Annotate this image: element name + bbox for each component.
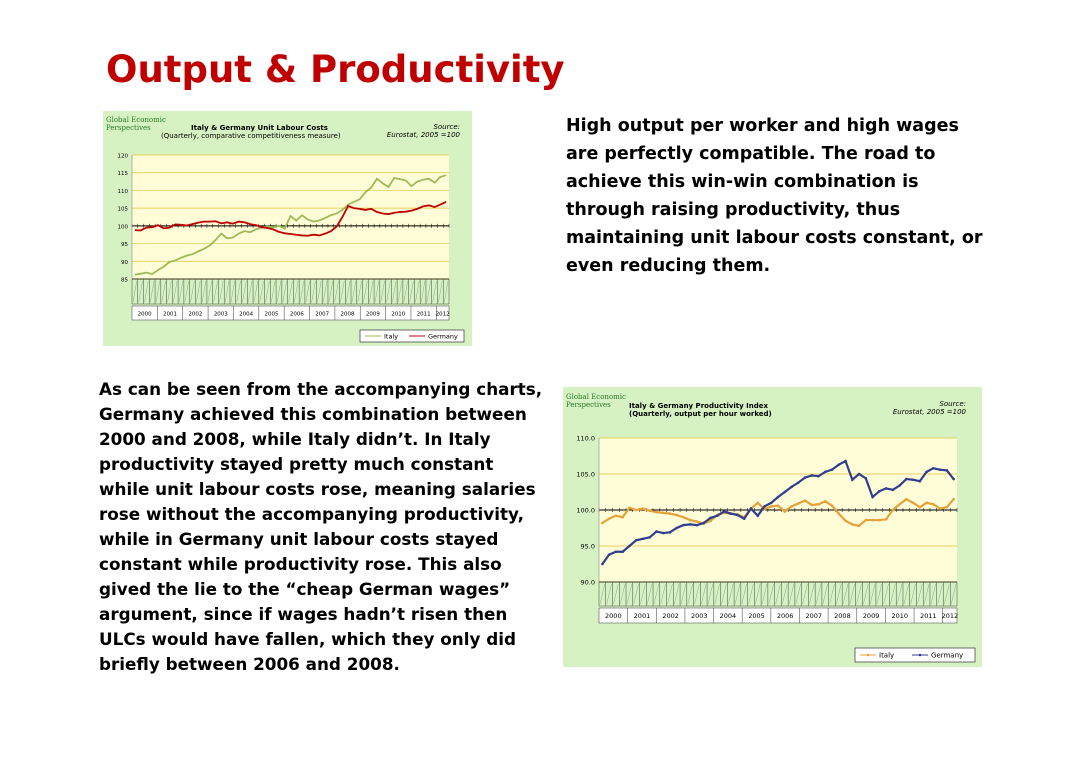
x-quarter-mark (387, 281, 391, 302)
x-quarter-mark (231, 281, 235, 302)
x-quarter-mark (381, 281, 385, 302)
x-tick-label: 2011 (920, 612, 937, 620)
x-quarter-mark (607, 584, 612, 604)
x-quarter-mark (145, 281, 149, 302)
x-quarter-mark (688, 584, 693, 604)
y-tick-label: 100 (117, 224, 128, 231)
x-quarter-mark (701, 584, 706, 604)
x-quarter-mark (369, 281, 373, 302)
x-tick-label: 2001 (163, 311, 178, 318)
x-quarter-mark (392, 281, 396, 302)
data-point-italy (905, 498, 908, 501)
x-tick-label: 2002 (188, 311, 203, 318)
x-quarter-mark (300, 281, 304, 302)
x-quarter-mark (266, 281, 270, 302)
x-quarter-mark (375, 281, 379, 302)
x-quarter-mark (769, 584, 774, 604)
x-quarter-mark (168, 281, 172, 302)
x-quarter-mark (614, 584, 619, 604)
x-quarter-mark (364, 281, 368, 302)
x-tick-label: 2005 (748, 612, 765, 620)
data-point-italy (817, 503, 820, 506)
x-quarter-mark (173, 281, 177, 302)
x-quarter-mark (917, 584, 922, 604)
x-quarter-mark (843, 584, 848, 604)
x-quarter-mark (661, 584, 666, 604)
data-point-germany (682, 524, 685, 527)
data-point-germany (642, 538, 645, 541)
data-point-italy (912, 502, 915, 505)
data-point-italy (628, 507, 631, 510)
x-tick-label: 2004 (239, 311, 254, 318)
x-quarter-mark (911, 584, 916, 604)
x-tick-label: 2002 (662, 612, 679, 620)
x-quarter-mark (317, 281, 321, 302)
x-quarter-mark (219, 281, 223, 302)
x-quarter-mark (150, 281, 154, 302)
x-tick-label: 2003 (213, 311, 228, 318)
chart-source: Source: Eurostat, 2005 =100 (386, 123, 460, 139)
x-quarter-mark (248, 281, 252, 302)
x-quarter-mark (641, 584, 646, 604)
x-quarter-mark (695, 584, 700, 604)
data-point-germany (709, 517, 712, 520)
data-point-italy (675, 514, 678, 517)
data-point-germany (939, 468, 942, 471)
data-point-germany (723, 510, 726, 513)
data-point-italy (642, 507, 645, 510)
data-point-italy (851, 523, 854, 526)
x-tick-label: 2010 (391, 311, 406, 318)
data-point-germany (892, 489, 895, 492)
x-quarter-mark (924, 584, 929, 604)
data-point-italy (797, 502, 800, 505)
data-point-germany (925, 471, 928, 474)
x-tick-label: 2005 (264, 311, 279, 318)
x-quarter-mark (306, 281, 310, 302)
data-point-germany (946, 469, 949, 472)
chart-title: Italy & Germany Unit Labour Costs (Quarterly, comparative competitiveness measure) (161, 124, 341, 140)
data-point-italy (770, 505, 773, 508)
data-point-germany (669, 531, 672, 534)
x-tick-label: 2000 (137, 311, 152, 318)
data-point-germany (655, 530, 658, 533)
chart-brand: Global Economic Perspectives (566, 393, 626, 409)
data-point-germany (756, 514, 759, 517)
x-tick-label: 2008 (834, 612, 851, 620)
x-quarter-mark (410, 281, 414, 302)
x-quarter-mark (277, 281, 281, 302)
data-point-italy (824, 500, 827, 503)
y-tick-label: 100.0 (576, 506, 595, 515)
x-quarter-mark (830, 584, 835, 604)
data-point-italy (756, 502, 759, 505)
data-point-germany (608, 553, 611, 556)
data-point-italy (810, 504, 813, 507)
x-quarter-mark (647, 584, 652, 604)
x-quarter-mark (938, 584, 943, 604)
legend-marker (867, 654, 870, 657)
x-quarter-mark (289, 281, 293, 302)
x-quarter-mark (789, 584, 794, 604)
x-quarter-mark (884, 584, 889, 604)
data-point-italy (655, 511, 658, 514)
data-point-germany (777, 496, 780, 499)
data-point-italy (858, 525, 861, 528)
x-quarter-mark (627, 584, 632, 604)
x-quarter-mark (421, 281, 425, 302)
data-point-germany (783, 491, 786, 494)
data-point-italy (871, 519, 874, 522)
data-point-germany (675, 527, 678, 530)
x-quarter-mark (681, 584, 686, 604)
data-point-italy (601, 522, 604, 525)
explanation-paragraph: As can be seen from the accompanying charts, Germany achieved this combination between 2000 and 2008, while Italy didn’t. In Italy productivity stayed pretty much constant while unit labour costs rose, meaning salaries rose without the accompanying productivity, while in Germany unit labour costs stayed constant while productivity rose. This also gived the lie to the “cheap German wages” argument, since if wages hadn’t risen then ULCs would have fallen, which they only did briefly between 2006 and 2008. (99, 379, 543, 674)
data-point-germany (865, 477, 868, 480)
data-point-italy (952, 498, 955, 501)
y-tick-label: 90.0 (580, 578, 595, 587)
data-point-germany (878, 490, 881, 493)
legend-label-germany: Germany (931, 651, 964, 660)
data-point-germany (905, 478, 908, 481)
data-point-germany (837, 463, 840, 466)
x-quarter-mark (951, 584, 956, 604)
x-quarter-mark (352, 281, 356, 302)
data-point-italy (939, 507, 942, 510)
data-point-germany (716, 514, 719, 517)
data-point-germany (729, 512, 732, 515)
x-quarter-mark (260, 281, 264, 302)
x-quarter-mark (863, 584, 868, 604)
y-tick-label: 120 (117, 153, 128, 160)
x-quarter-mark (728, 584, 733, 604)
data-point-germany (885, 487, 888, 490)
data-point-italy (932, 503, 935, 506)
data-point-germany (932, 467, 935, 470)
data-point-italy (682, 516, 685, 519)
chart-source: Source: Eurostat, 2005 =100 (892, 400, 966, 416)
data-point-germany (615, 550, 618, 553)
x-quarter-mark (185, 281, 189, 302)
x-quarter-mark (404, 281, 408, 302)
legend-label-italy: Italy (384, 332, 399, 341)
data-point-italy (696, 520, 699, 523)
data-point-germany (750, 507, 753, 510)
x-quarter-mark (335, 281, 339, 302)
x-quarter-mark (735, 584, 740, 604)
x-tick-label: 2009 (862, 612, 880, 620)
x-quarter-mark (762, 584, 767, 604)
data-point-germany (858, 473, 861, 476)
x-quarter-mark (890, 584, 895, 604)
x-quarter-mark (749, 584, 754, 604)
data-point-italy (804, 499, 807, 502)
data-point-germany (810, 474, 813, 477)
data-point-germany (831, 468, 834, 471)
x-tick-label: 2007 (805, 612, 823, 620)
x-quarter-mark (600, 584, 605, 604)
data-point-germany (648, 536, 651, 539)
x-quarter-mark (398, 281, 402, 302)
x-quarter-mark (708, 584, 713, 604)
x-quarter-mark (283, 281, 287, 302)
y-tick-label: 110.0 (576, 434, 595, 443)
x-tick-label: 2000 (605, 612, 622, 620)
data-point-italy (892, 509, 895, 512)
x-quarter-mark (225, 281, 229, 302)
y-tick-label: 115 (117, 171, 128, 178)
x-quarter-mark (427, 281, 431, 302)
x-quarter-mark (877, 584, 882, 604)
data-point-germany (696, 524, 699, 527)
data-point-italy (662, 512, 665, 515)
y-tick-label: 105 (117, 206, 128, 213)
x-quarter-mark (243, 281, 247, 302)
x-quarter-mark (191, 281, 195, 302)
data-point-germany (702, 522, 705, 525)
productivity-index-chart (563, 387, 982, 667)
x-quarter-mark (870, 584, 875, 604)
data-point-italy (635, 509, 638, 512)
x-quarter-mark (358, 281, 362, 302)
data-point-germany (763, 505, 766, 508)
unit-labour-costs-chart (103, 111, 472, 346)
x-tick-label: 2006 (289, 311, 304, 318)
x-tick-label: 2006 (776, 612, 794, 620)
chart-title: Italy & Germany Productivity Index (Quarterly, output per hour worked) (629, 402, 772, 418)
data-point-germany (898, 484, 901, 487)
data-point-germany (689, 523, 692, 526)
x-quarter-mark (715, 584, 720, 604)
x-quarter-mark (674, 584, 679, 604)
y-tick-label: 95.0 (580, 542, 595, 551)
data-point-germany (871, 496, 874, 499)
data-point-germany (912, 478, 915, 481)
data-point-germany (919, 480, 922, 483)
x-quarter-mark (323, 281, 327, 302)
x-quarter-mark (133, 281, 137, 302)
data-point-germany (770, 502, 773, 505)
x-quarter-mark (634, 584, 639, 604)
x-quarter-mark (156, 281, 160, 302)
data-point-italy (621, 516, 624, 519)
x-quarter-mark (294, 281, 298, 302)
data-point-germany (824, 471, 827, 474)
data-point-italy (878, 519, 881, 522)
data-point-italy (615, 514, 618, 517)
data-point-italy (608, 517, 611, 520)
data-point-italy (790, 505, 793, 508)
x-quarter-mark (809, 584, 814, 604)
x-quarter-mark (742, 584, 747, 604)
x-tick-label: 2010 (891, 612, 908, 620)
productivity-chart-svg (563, 387, 982, 667)
x-tick-label: 2003 (690, 612, 708, 620)
data-point-italy (777, 504, 780, 507)
x-quarter-mark (438, 281, 442, 302)
x-quarter-mark (823, 584, 828, 604)
x-quarter-mark (329, 281, 333, 302)
data-point-germany (797, 481, 800, 484)
intro-paragraph: High output per worker and high wages are perfectly compatible. The road to achieve this win-win combination is through raising productivity, thus maintaining unit labour costs constant, or even reducing them. (566, 116, 983, 276)
data-point-italy (885, 518, 888, 521)
data-point-italy (844, 520, 847, 523)
x-quarter-mark (620, 584, 625, 604)
data-point-germany (790, 486, 793, 489)
data-point-italy (925, 502, 928, 505)
data-point-germany (635, 539, 638, 542)
x-quarter-mark (850, 584, 855, 604)
x-tick-label: 2012 (435, 311, 450, 318)
x-tick-label: 2012 (941, 612, 959, 620)
data-point-italy (946, 506, 949, 509)
x-quarter-mark (237, 281, 241, 302)
x-quarter-mark (415, 281, 419, 302)
x-quarter-mark (208, 281, 212, 302)
x-quarter-mark (722, 584, 727, 604)
x-quarter-mark (803, 584, 808, 604)
x-quarter-mark (179, 281, 183, 302)
y-tick-label: 90 (121, 259, 128, 266)
y-tick-label: 110 (117, 188, 128, 195)
data-point-germany (662, 532, 665, 535)
data-point-germany (621, 550, 624, 553)
x-quarter-mark (897, 584, 902, 604)
x-quarter-mark (196, 281, 200, 302)
x-quarter-mark (931, 584, 936, 604)
x-quarter-mark (162, 281, 166, 302)
data-point-germany (601, 563, 604, 566)
x-quarter-mark (944, 584, 949, 604)
x-quarter-mark (444, 281, 448, 302)
y-tick-label: 85 (121, 277, 128, 284)
legend-label-italy: Italy (879, 651, 895, 660)
x-quarter-mark (271, 281, 275, 302)
x-quarter-mark (782, 584, 787, 604)
x-quarter-mark (214, 281, 218, 302)
data-point-italy (783, 510, 786, 513)
x-quarter-mark (139, 281, 143, 302)
x-quarter-mark (254, 281, 258, 302)
data-point-germany (817, 475, 820, 478)
x-quarter-mark (312, 281, 316, 302)
page-title: Output & Productivity (106, 48, 565, 91)
data-point-germany (736, 514, 739, 517)
x-quarter-mark (755, 584, 760, 604)
data-point-germany (743, 517, 746, 520)
data-point-germany (952, 478, 955, 481)
data-point-germany (844, 460, 847, 463)
data-point-italy (831, 504, 834, 507)
data-point-germany (804, 476, 807, 479)
x-quarter-mark (796, 584, 801, 604)
x-tick-label: 2009 (365, 311, 380, 318)
x-quarter-mark (904, 584, 909, 604)
data-point-italy (648, 509, 651, 512)
legend-marker (919, 654, 922, 657)
x-quarter-mark (202, 281, 206, 302)
x-quarter-mark (654, 584, 659, 604)
x-tick-label: 2001 (633, 612, 651, 620)
y-tick-label: 105.0 (576, 470, 595, 479)
x-quarter-mark (433, 281, 437, 302)
data-point-italy (898, 503, 901, 506)
data-point-italy (919, 506, 922, 509)
x-quarter-mark (340, 281, 344, 302)
x-tick-label: 2007 (315, 311, 330, 318)
data-point-germany (851, 478, 854, 481)
y-tick-label: 95 (121, 242, 128, 249)
x-quarter-mark (776, 584, 781, 604)
data-point-italy (865, 519, 868, 522)
x-quarter-mark (857, 584, 862, 604)
x-quarter-mark (816, 584, 821, 604)
x-quarter-mark (346, 281, 350, 302)
ulc-chart-svg (103, 111, 472, 346)
data-point-germany (628, 545, 631, 548)
data-point-italy (669, 512, 672, 515)
legend-label-germany: Germany (428, 332, 458, 341)
x-quarter-mark (668, 584, 673, 604)
x-tick-label: 2004 (719, 612, 737, 620)
chart-brand: Global Economic Perspectives (106, 116, 166, 132)
x-tick-label: 2008 (340, 311, 355, 318)
x-quarter-mark (836, 584, 841, 604)
data-point-italy (837, 512, 840, 515)
x-tick-label: 2011 (416, 311, 431, 318)
data-point-italy (689, 519, 692, 522)
